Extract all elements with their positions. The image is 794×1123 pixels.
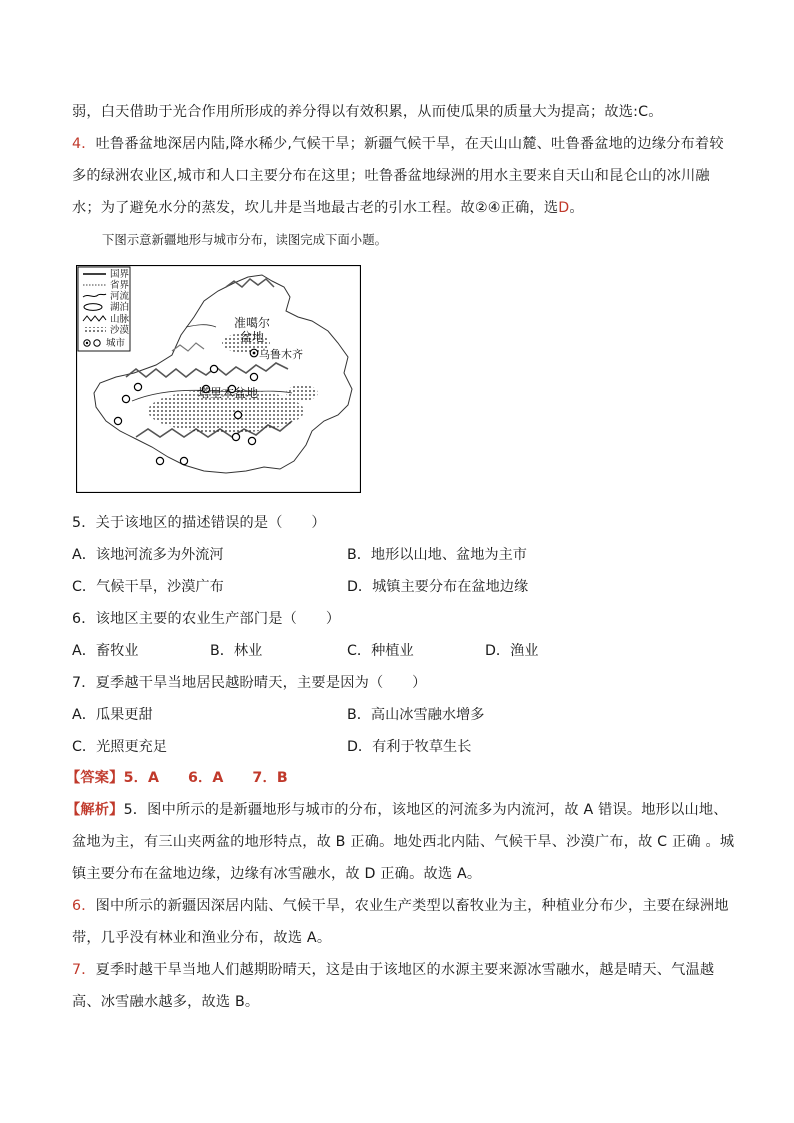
city-marker <box>180 457 187 464</box>
legend-item: 山脉 <box>110 314 130 325</box>
q4-explanation-line1 <box>72 134 724 154</box>
q7-option-a: A．瓜果更甜 <box>72 707 153 723</box>
city-marker <box>248 437 255 444</box>
q4-text: 。 <box>569 200 584 216</box>
q6-option-c: C．种植业 <box>347 643 414 659</box>
q4-text: 水；为了避免水分的蒸发，坎儿井是当地最古老的引水工程。故②④正确，选 <box>72 200 559 216</box>
q5-option-c: C．气候干旱，沙漠广布 <box>72 579 224 595</box>
q4-answer-letter: D <box>558 200 570 216</box>
answer-tag: 【答案】 <box>66 770 124 786</box>
q7-stem: 7．夏季越干旱当地居民越盼晴天，主要是因为（ ） <box>72 675 427 691</box>
q6-option-d: D．渔业 <box>485 643 539 659</box>
legend-item: 省界 <box>110 280 130 291</box>
q5-option-d: D．城镇主要分布在盆地边缘 <box>347 579 529 595</box>
q4-explanation-line3 <box>72 198 584 218</box>
q7-option-b: B．高山冰雪融水增多 <box>347 707 485 723</box>
junggar-label-2: 盆地 <box>240 330 265 344</box>
q4-number: 4． <box>72 136 96 152</box>
city-marker <box>134 383 141 390</box>
answer-text: 5．A 6．A 7．B <box>123 770 288 786</box>
q7-number: 7． <box>72 962 96 978</box>
junggar-label: 准噶尔 <box>234 316 271 330</box>
tarim-label: 塔里木盆地 <box>198 386 259 400</box>
analysis-line2: 盆地为主，有三山夹两盆的地形特点，故 B 正确。地处西北内陆、气候干旱、沙漠广布，故 C 正确 。城 <box>72 834 735 850</box>
figure-intro: 下图示意新疆地形与城市分布，读图完成下面小题。 <box>102 232 387 247</box>
legend-item: 河流 <box>110 291 130 302</box>
analysis-q7-line2: 高、冰雪融水越多，故选 B。 <box>72 994 260 1010</box>
analysis-text: 夏季时越干旱当地人们越期盼晴天，这是由于该地区的水源主要来源冰雪融水，越是晴天、气温越 <box>95 962 715 978</box>
legend-item: 国界 <box>110 269 130 280</box>
q7-option-c: C．光照更充足 <box>72 739 168 755</box>
q6-number: 6． <box>72 898 96 914</box>
legend-item: 湖泊 <box>110 302 130 313</box>
city-marker <box>156 457 163 464</box>
analysis-text: 图中所示的新疆因深居内陆、气候干旱，农业生产类型以畜牧业为主，种植业分布少，主要在绿洲地 <box>95 898 729 914</box>
q5-option-a: A．该地河流多为外流河 <box>72 547 224 563</box>
xinjiang-map <box>76 265 361 493</box>
q6-stem: 6．该地区主要的农业生产部门是（ ） <box>72 611 341 627</box>
q4-explanation-line2: 多的绿洲农业区,城市和人口主要分布在这里；吐鲁番盆地绿洲的用水主要来自天山和昆仑山的冰川融 <box>72 168 710 184</box>
city-marker <box>250 373 257 380</box>
q5-stem: 5．关于该地区的描述错误的是（ ） <box>72 515 326 531</box>
map-legend <box>78 267 130 351</box>
q5-option-b: B．地形以山地、盆地为主市 <box>347 547 527 563</box>
q4-text: 吐鲁番盆地深居内陆,降水稀少,气候干旱；新疆气候干旱，在天山山麓、吐鲁番盆地的边缘分布着较 <box>95 136 724 152</box>
analysis-q6-line2: 带，几乎没有林业和渔业分布，故选 A。 <box>72 930 332 946</box>
analysis-q6-line1 <box>72 896 729 916</box>
q6-option-b: B．林业 <box>210 643 263 659</box>
q7-option-d: D．有利于牧草生长 <box>347 739 472 755</box>
answer-line <box>66 768 288 788</box>
analysis-text: 5．图中所示的是新疆地形与城市的分布，该地区的河流多为内流河，故 A 错误。地形以山地、 <box>123 802 728 818</box>
city-marker <box>232 433 239 440</box>
q6-option-a: A．畜牧业 <box>72 643 139 659</box>
legend-item: 沙漠 <box>110 325 130 336</box>
legend-item: 城市 <box>106 338 126 349</box>
analysis-line1 <box>66 800 728 820</box>
prev-explanation-line: 弱，白天借助于光合作用所形成的养分得以有效积累，从而使瓜果的质量大为提高；故选:C。 <box>72 104 663 120</box>
analysis-tag: 【解析】 <box>66 802 124 818</box>
urumqi-label: 乌鲁木齐 <box>259 348 303 361</box>
urumqi-marker-dot <box>253 352 256 355</box>
city-marker <box>234 411 241 418</box>
analysis-q7-line1 <box>72 960 714 980</box>
city-marker <box>122 395 129 402</box>
city-marker <box>114 417 121 424</box>
city-marker <box>210 365 217 372</box>
analysis-line3: 镇主要分布在盆地边缘，边缘有冰雪融水，故 D 正确。故选 A。 <box>72 866 482 882</box>
